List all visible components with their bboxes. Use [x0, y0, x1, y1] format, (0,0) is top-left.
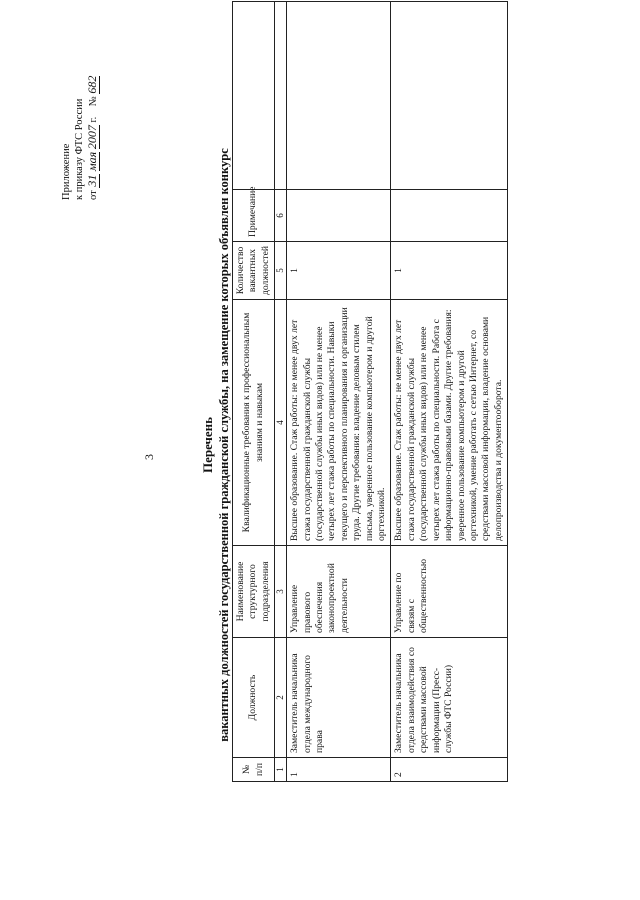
row-note [287, 190, 391, 242]
vacancy-table [232, 1, 508, 782]
row-requirements: Высшее образование. Стаж работы: не менее двух лет стажа государственной гражданской службы (государственной службы иных видов) или не менее четырех лет стажа работы по специальности. Работа с информационно-правовыми базами. Другие требования: уверенное пользование компьютером и другой оргтехникой, умение работать с сетью Интернет, со средствами массовой информации, владение основами делопроизводства и документооборота. [391, 300, 508, 546]
appendix-block [60, 10, 100, 200]
title-main: Перечень [200, 416, 215, 474]
row-blank [391, 2, 508, 190]
row-count: 1 [287, 242, 391, 300]
appendix-from: от [88, 190, 99, 200]
header-num: № п/п [233, 758, 275, 782]
table-header-row [233, 2, 275, 782]
col-number: 5 [275, 242, 287, 300]
col-number-blank [275, 2, 287, 190]
appendix-month: мая [85, 151, 99, 172]
col-number: 3 [275, 546, 287, 638]
row-blank [287, 2, 391, 190]
row-unit: Управление по связям с общественностью [391, 546, 508, 638]
col-number: 4 [275, 300, 287, 546]
header-blank [233, 2, 275, 190]
column-number-row [275, 2, 287, 782]
row-unit: Управление правового обеспечения законопроектной деятельности [287, 546, 391, 638]
col-number: 2 [275, 638, 287, 758]
document-title [200, 100, 232, 790]
appendix-year-suffix: г. [88, 116, 99, 123]
appendix-order-ref: к приказу ФТС России [74, 98, 85, 200]
appendix-day: 31 [85, 174, 99, 187]
appendix-date-line [86, 10, 100, 200]
title-subtitle: вакантных должностей государственной гражданской службы, на замещение которых объявлен конкурс [217, 148, 231, 742]
header-position: Должность [233, 638, 275, 758]
col-number: 6 [275, 190, 287, 242]
header-requirements: Квалификационные требования к профессиональным знаниям и навыкам [233, 300, 275, 546]
row-requirements: Высшее образование. Стаж работы: не менее двух лет стажа государственной гражданской службы (государственной службы иных видов) или не менее четырех лет стажа работы по специальности. Навыки текущего и перспективного планирования и организации труда. Другие требования: владение деловым стилем письма, уверенное пользование компьютером и другой оргтехникой. [287, 300, 391, 546]
row-num: 2 [391, 758, 508, 782]
appendix-year: 2007 [85, 125, 99, 150]
header-unit: Наименование структурного подразделения [233, 546, 275, 638]
col-number: 1 [275, 758, 287, 782]
row-position: Заместитель начальника отдела взаимодействия со средствами массовой информации (Пресс-службы ФТС России) [391, 638, 508, 758]
table-row [287, 2, 391, 782]
row-num: 1 [287, 758, 391, 782]
table-row [391, 2, 508, 782]
row-position: Заместитель начальника отдела международного права [287, 638, 391, 758]
header-note: Примечание [233, 190, 275, 242]
appendix-label: Приложение [61, 143, 72, 200]
appendix-number: 682 [85, 75, 99, 94]
appendix-number-sign: № [88, 96, 99, 107]
page-number: 3 [142, 454, 156, 460]
row-note [391, 190, 508, 242]
header-count: Количество вакантных должностей [233, 242, 275, 300]
row-count: 1 [391, 242, 508, 300]
